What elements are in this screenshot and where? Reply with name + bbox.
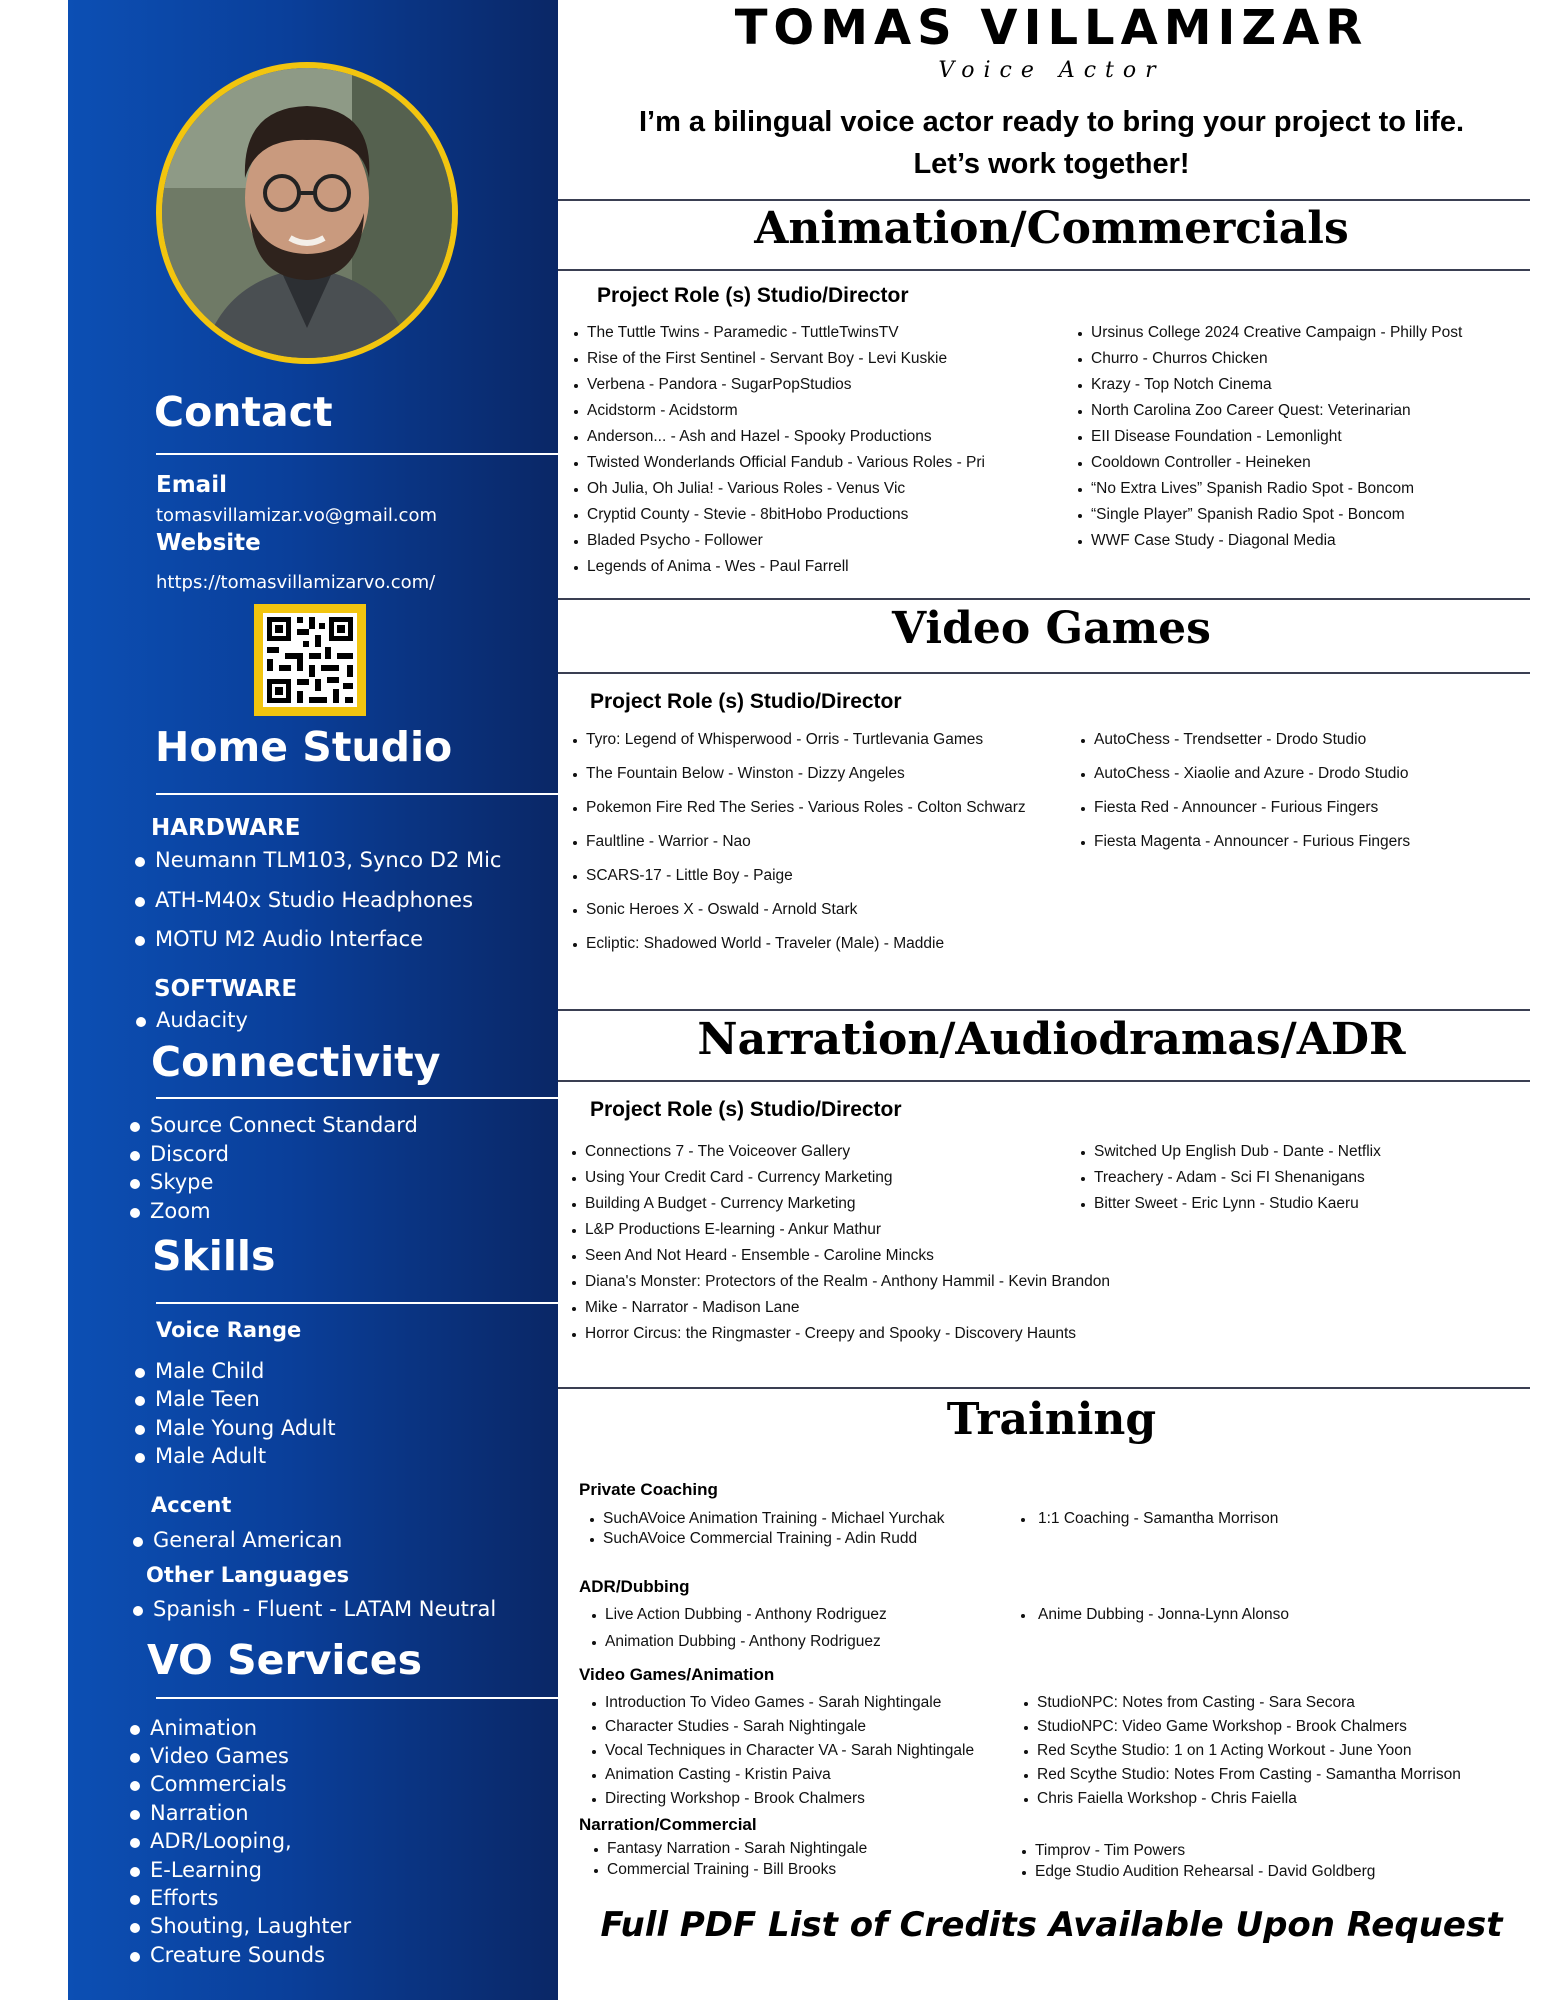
list-item: Discord — [130, 1142, 229, 1166]
accent-label: Accent — [151, 1493, 232, 1517]
email-label: Email — [156, 472, 227, 498]
list-item: Bitter Sweet - Eric Lynn - Studio Kaeru — [1081, 1195, 1359, 1213]
private-coaching-label: Private Coaching — [579, 1480, 718, 1499]
list-item: Building A Budget - Currency Marketing — [572, 1195, 856, 1213]
software-label: SOFTWARE — [154, 976, 298, 1002]
list-item: Animation Casting - Kristin Paiva — [592, 1766, 831, 1784]
list-item: StudioNPC: Video Game Workshop - Brook Chalmers — [1024, 1718, 1407, 1736]
list-item: Diana's Monster: Protectors of the Realm - Anthony Hammil - Kevin Brandon — [572, 1273, 1110, 1291]
list-item: Krazy - Top Notch Cinema — [1078, 376, 1272, 394]
list-item: Efforts — [130, 1886, 218, 1910]
list-item: Audacity — [136, 1008, 248, 1032]
home-studio-heading: Home Studio — [155, 723, 453, 771]
divider — [558, 1387, 1530, 1389]
list-item: Fiesta Magenta - Announcer - Furious Fingers — [1081, 833, 1410, 851]
list-item: Oh Julia, Oh Julia! - Various Roles - Venus Vic — [574, 480, 905, 498]
list-item: Introduction To Video Games - Sarah Nightingale — [592, 1694, 941, 1712]
list-item: SCARS-17 - Little Boy - Paige — [573, 867, 793, 885]
list-item: Character Studies - Sarah Nightingale — [592, 1718, 866, 1736]
website-label: Website — [156, 530, 261, 556]
list-item: The Fountain Below - Winston - Dizzy Angeles — [573, 765, 905, 783]
list-item: Zoom — [130, 1199, 211, 1223]
page-subtitle: Voice Actor — [938, 58, 1165, 83]
section-title-animation: Animation/Commercials — [754, 203, 1349, 254]
divider — [156, 1302, 558, 1304]
list-item: “Single Player” Spanish Radio Spot - Boncom — [1078, 506, 1405, 524]
list-item: Video Games — [130, 1744, 289, 1768]
list-item: Bladed Psycho - Follower — [574, 532, 763, 550]
vo-services-heading: VO Services — [147, 1636, 422, 1684]
list-item: Pokemon Fire Red The Series - Various Roles - Colton Schwarz — [573, 799, 1026, 817]
column-header: Project Role (s) Studio/Director — [590, 690, 902, 713]
list-item: Timprov - Tim Powers — [1022, 1842, 1185, 1860]
list-item: Using Your Credit Card - Currency Marketing — [572, 1169, 893, 1187]
section-title-video-games: Video Games — [892, 603, 1211, 654]
divider — [156, 793, 558, 795]
list-item: StudioNPC: Notes from Casting - Sara Secora — [1024, 1694, 1355, 1712]
list-item: Male Adult — [135, 1444, 266, 1468]
connectivity-heading: Connectivity — [151, 1038, 441, 1086]
list-item: Churro - Churros Chicken — [1078, 350, 1268, 368]
tagline-line-2: Let’s work together! — [913, 148, 1190, 180]
list-item: Directing Workshop - Brook Chalmers — [592, 1790, 865, 1808]
list-item: Mike - Narrator - Madison Lane — [572, 1299, 800, 1317]
column-header: Project Role (s) Studio/Director — [590, 1098, 902, 1121]
list-item: Verbena - Pandora - SugarPopStudios — [574, 376, 852, 394]
list-item: Live Action Dubbing - Anthony Rodriguez — [592, 1606, 887, 1624]
list-item: Shouting, Laughter — [130, 1914, 351, 1938]
list-item: Twisted Wonderlands Official Fandub - Various Roles - Pri — [574, 454, 985, 472]
list-item: Commercials — [130, 1772, 287, 1796]
list-item: Cooldown Controller - Heineken — [1078, 454, 1311, 472]
list-item: MOTU M2 Audio Interface — [135, 927, 423, 951]
list-item: Male Child — [135, 1359, 264, 1383]
list-item: Edge Studio Audition Rehearsal - David Goldberg — [1022, 1863, 1375, 1881]
divider — [558, 1009, 1530, 1011]
divider — [558, 199, 1530, 201]
page-title: TOMAS VILLAMIZAR — [734, 0, 1369, 56]
list-item: Narration — [130, 1801, 249, 1825]
list-item: Male Young Adult — [135, 1416, 336, 1440]
list-item: Fantasy Narration - Sarah Nightingale — [594, 1840, 867, 1858]
divider — [156, 453, 558, 455]
list-item: EII Disease Foundation - Lemonlight — [1078, 428, 1342, 446]
divider — [156, 1697, 558, 1699]
list-item: Treachery - Adam - Sci FI Shenanigans — [1081, 1169, 1365, 1187]
list-item: Sonic Heroes X - Oswald - Arnold Stark — [573, 901, 857, 919]
list-item: Commercial Training - Bill Brooks — [594, 1861, 836, 1879]
list-item: Cryptid County - Stevie - 8bitHobo Productions — [574, 506, 908, 524]
list-item: Vocal Techniques in Character VA - Sarah Nightingale — [592, 1742, 974, 1760]
list-item: L&P Productions E-learning - Ankur Mathur — [572, 1221, 881, 1239]
list-item: Red Scythe Studio: Notes From Casting - Samantha Morrison — [1024, 1766, 1461, 1784]
email-link[interactable]: tomasvillamizar.vo@gmail.com — [156, 505, 438, 526]
list-item: Rise of the First Sentinel - Servant Boy - Levi Kuskie — [574, 350, 947, 368]
list-item: SuchAVoice Animation Training - Michael Yurchak — [590, 1510, 944, 1528]
divider — [558, 1080, 1530, 1082]
list-item: “No Extra Lives” Spanish Radio Spot - Boncom — [1078, 480, 1414, 498]
list-item: Legends of Anima - Wes - Paul Farrell — [574, 558, 849, 576]
list-item: AutoChess - Trendsetter - Drodo Studio — [1081, 731, 1366, 749]
list-item: ADR/Looping, — [130, 1829, 292, 1853]
qr-code[interactable] — [254, 604, 366, 716]
video-games-animation-label: Video Games/Animation — [579, 1665, 775, 1684]
list-item: Neumann TLM103, Synco D2 Mic — [135, 848, 501, 872]
list-item: Skype — [130, 1170, 213, 1194]
tagline-line-1: I’m a bilingual voice actor ready to bring your project to life. — [638, 106, 1465, 138]
website-link[interactable]: https://tomasvillamizarvo.com/ — [156, 572, 436, 593]
section-title-narration: Narration/Audiodramas/ADR — [697, 1014, 1406, 1065]
list-item: Red Scythe Studio: 1 on 1 Acting Workout - June Yoon — [1024, 1742, 1412, 1760]
list-item: North Carolina Zoo Career Quest: Veterinarian — [1078, 402, 1411, 420]
column-header: Project Role (s) Studio/Director — [597, 284, 909, 307]
list-item: Ursinus College 2024 Creative Campaign - Philly Post — [1078, 324, 1462, 342]
languages-label: Other Languages — [146, 1563, 350, 1587]
list-item: Seen And Not Heard - Ensemble - Caroline Mincks — [572, 1247, 934, 1265]
narration-commercial-label: Narration/Commercial — [579, 1815, 757, 1834]
list-item: Spanish - Fluent - LATAM Neutral — [133, 1597, 496, 1621]
list-item: Anime Dubbing - Jonna-Lynn Alonso — [1021, 1606, 1289, 1624]
list-item: SuchAVoice Commercial Training - Adin Rudd — [590, 1530, 917, 1548]
list-item: Switched Up English Dub - Dante - Netflix — [1081, 1143, 1381, 1161]
list-item: AutoChess - Xiaolie and Azure - Drodo Studio — [1081, 765, 1408, 783]
hardware-label: HARDWARE — [151, 815, 301, 841]
list-item: Ecliptic: Shadowed World - Traveler (Male) - Maddie — [573, 935, 944, 953]
list-item: Acidstorm - Acidstorm — [574, 402, 738, 420]
list-item: Animation — [130, 1716, 257, 1740]
list-item: Fiesta Red - Announcer - Furious Fingers — [1081, 799, 1378, 817]
list-item: Anderson... - Ash and Hazel - Spooky Productions — [574, 428, 932, 446]
section-title-training: Training — [946, 1394, 1157, 1445]
list-item: General American — [133, 1528, 342, 1552]
list-item: Creature Sounds — [130, 1943, 325, 1967]
list-item: Tyro: Legend of Whisperwood - Orris - Turtlevania Games — [573, 731, 983, 749]
adr-dubbing-label: ADR/Dubbing — [579, 1577, 690, 1596]
divider — [156, 1097, 558, 1099]
divider — [558, 598, 1530, 600]
list-item: 1:1 Coaching - Samantha Morrison — [1021, 1510, 1278, 1528]
list-item: Horror Circus: the Ringmaster - Creepy and Spooky - Discovery Haunts — [572, 1325, 1076, 1343]
list-item: The Tuttle Twins - Paramedic - TuttleTwinsTV — [574, 324, 899, 342]
list-item: ATH-M40x Studio Headphones — [135, 888, 473, 912]
contact-heading: Contact — [154, 388, 333, 436]
list-item: WWF Case Study - Diagonal Media — [1078, 532, 1336, 550]
divider — [558, 672, 1530, 674]
skills-heading: Skills — [152, 1232, 276, 1280]
list-item: E-Learning — [130, 1858, 262, 1882]
voice-range-label: Voice Range — [156, 1318, 302, 1342]
qr-code-icon — [263, 613, 357, 707]
credits-request-note: Full PDF List of Credits Available Upon Request — [600, 1905, 1503, 1945]
list-item: Animation Dubbing - Anthony Rodriguez — [592, 1633, 881, 1651]
list-item: Source Connect Standard — [130, 1113, 418, 1137]
list-item: Chris Faiella Workshop - Chris Faiella — [1024, 1790, 1297, 1808]
profile-photo — [156, 62, 458, 364]
list-item: Male Teen — [135, 1387, 260, 1411]
list-item: Connections 7 - The Voiceover Gallery — [572, 1143, 850, 1161]
divider — [558, 269, 1530, 271]
list-item: Faultline - Warrior - Nao — [573, 833, 751, 851]
